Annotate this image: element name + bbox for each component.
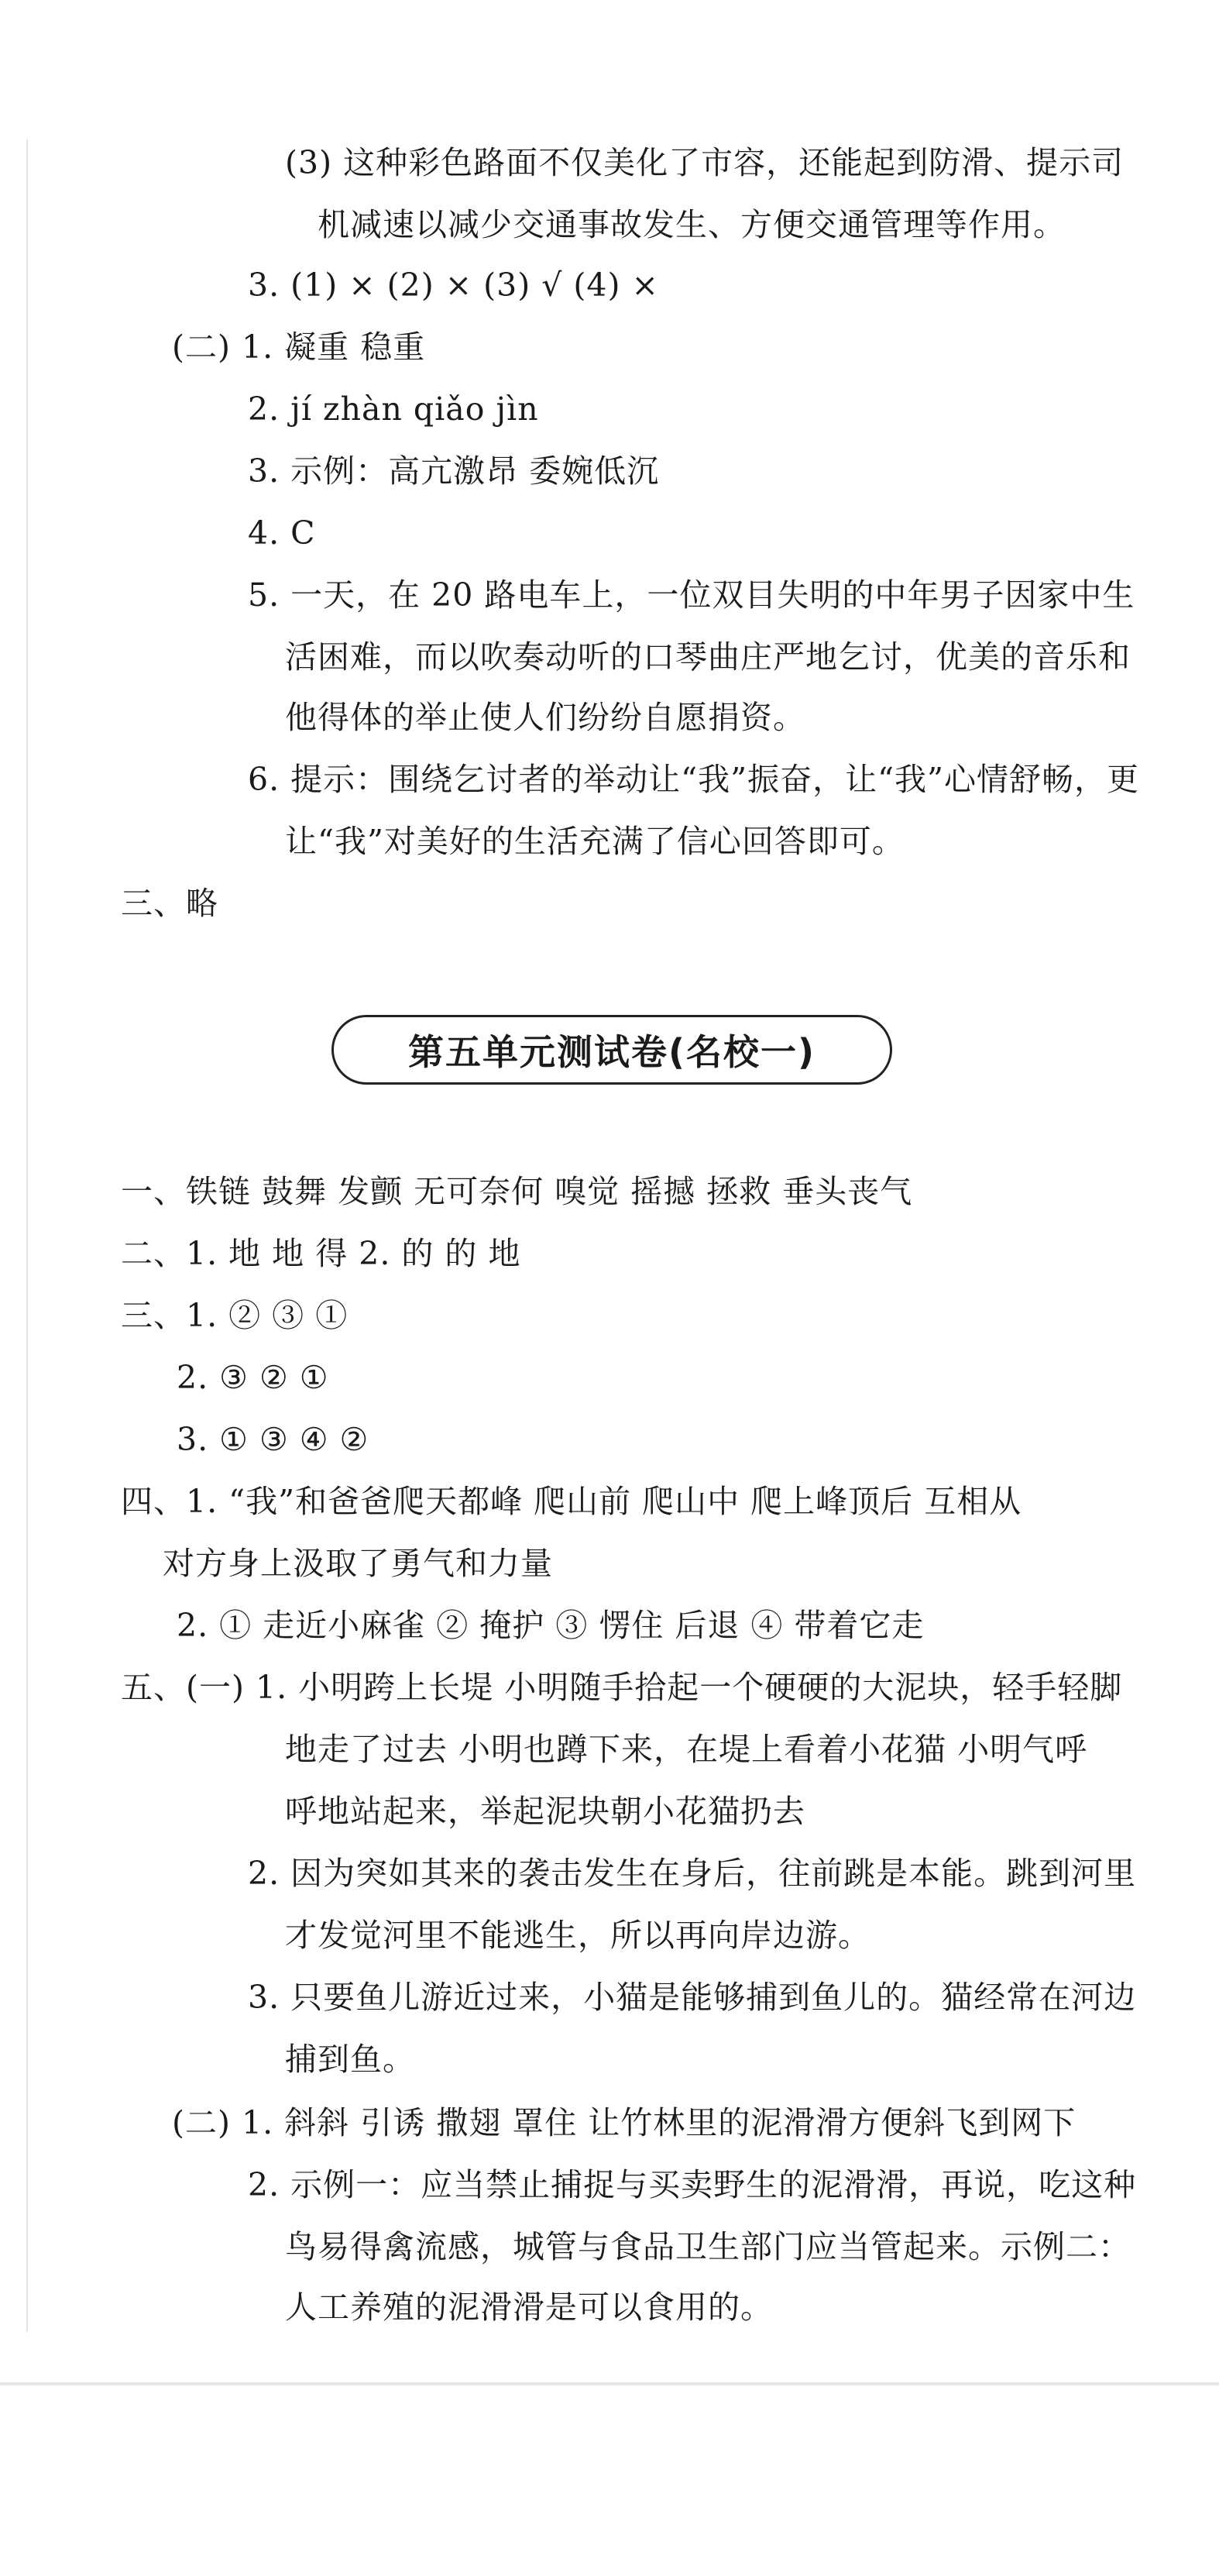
page-bottom-edge [0, 2382, 1219, 2385]
heading-text: 第五单元测试卷(名校一) [407, 1031, 816, 1073]
unit-test-heading [331, 1015, 892, 1085]
answer-line: 2. ③ ② ① [177, 1359, 329, 1396]
answer-line: 2. ① 走近小麻雀 ② 掩护 ③ 愣住 后退 ④ 带着它走 [177, 1607, 925, 1644]
answer-line: 才发觉河里不能逃生，所以再向岸边游。 [285, 1917, 870, 1954]
answer-line: 鸟易得禽流感，城管与食品卫生部门应当管起来。示例二： [285, 2228, 1131, 2265]
answer-line: 人工养殖的泥滑滑是可以食用的。 [285, 2289, 773, 2326]
section-line: 三、略 [121, 885, 218, 922]
answer-line: (二) 1. 斜斜 引诱 撒翅 罩住 让竹林里的泥滑滑方便斜飞到网下 [172, 2104, 1076, 2141]
section-line: 四、1. “我”和爸爸爬天都峰 爬山前 爬山中 爬上峰顶后 互相从 [121, 1483, 1022, 1520]
answer-line: 3. 只要鱼儿游近过来，小猫是能够捕到鱼儿的。猫经常在河边 [248, 1979, 1137, 2016]
section-line: 一、铁链 鼓舞 发颤 无可奈何 嗅觉 摇撼 拯救 垂头丧气 [121, 1173, 913, 1210]
answer-line: 3. ① ③ ④ ② [177, 1421, 369, 1458]
answer-line: 对方身上汲取了勇气和力量 [163, 1545, 553, 1582]
answer-line: 他得体的举止使人们纷纷自愿捐资。 [285, 699, 805, 736]
answer-line: 让“我”对美好的生活充满了信心回答即可。 [285, 823, 905, 860]
answer-line: 2. 因为突如其来的袭击发生在身后，往前跳是本能。跳到河里 [248, 1855, 1137, 1892]
answer-line: 呼地站起来，举起泥块朝小花猫扔去 [285, 1793, 805, 1830]
answer-line: 3. 示例：高亢激昂 委婉低沉 [248, 452, 660, 490]
answer-line: 6. 提示：围绕乞讨者的举动让“我”振奋，让“我”心情舒畅，更 [248, 761, 1139, 798]
answer-line: 活困难，而以吹奏动听的口琴曲庄严地乞讨，优美的音乐和 [285, 638, 1131, 676]
answer-line: 2. jí zhàn qiǎo jìn [248, 390, 539, 428]
answer-line: (3) 这种彩色路面不仅美化了市容，还能起到防滑、提示司 [285, 144, 1125, 181]
answer-line: 机减速以减少交通事故发生、方便交通管理等作用。 [318, 206, 1066, 243]
answer-line: 2. 示例一：应当禁止捕捉与买卖野生的泥滑滑，再说，吃这种 [248, 2166, 1137, 2203]
page-edge-shadow [26, 139, 28, 2332]
answer-line: (二) 1. 凝重 稳重 [172, 328, 426, 366]
answer-line: 捕到鱼。 [285, 2041, 415, 2078]
answer-line: 5. 一天，在 20 路电车上，一位双目失明的中年男子因家中生 [248, 576, 1135, 614]
section-line: 三、1. ② ③ ① [121, 1297, 349, 1334]
answer-line: 4. C [248, 514, 316, 552]
section-line: 二、1. 地 地 得 2. 的 的 地 [121, 1235, 521, 1272]
answer-line: 3. (1) × (2) × (3) √ (4) × [248, 267, 659, 304]
answer-line: 地走了过去 小明也蹲下来，在堤上看着小花猫 小明气呼 [285, 1731, 1088, 1768]
section-line: 五、(一) 1. 小明跨上长堤 小明随手拾起一个硬硬的大泥块，轻手轻脚 [121, 1669, 1123, 1706]
